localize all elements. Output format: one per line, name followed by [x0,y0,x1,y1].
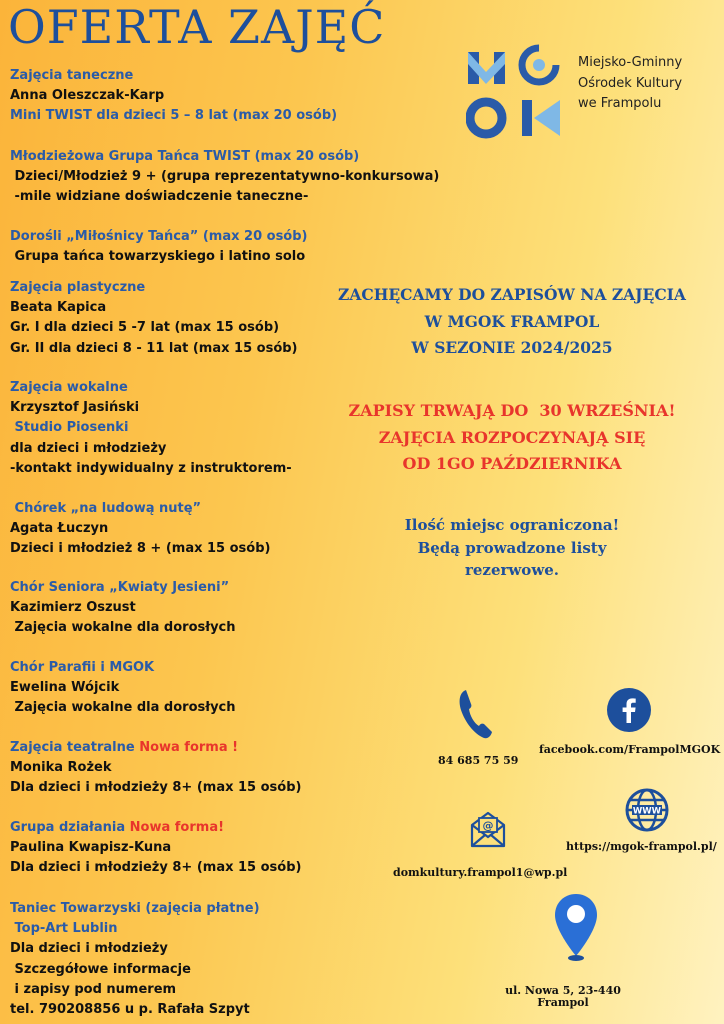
email-icon [468,808,508,848]
class-line: Dzieci i młodzież 8 + (max 15 osób) [10,541,271,557]
class-line: Monika Rożek [10,760,112,776]
class-line: Zajęcia wokalne dla dorosłych [10,620,236,636]
mgok-logo [466,40,566,142]
class-heading [10,818,301,838]
promo-line: ZAJĘCIA ROZPOCZYNAJĄ SIĘ [378,427,646,447]
class-line: Mini TWIST dla dzieci 5 – 8 lat (max 20 osób) [10,108,338,124]
promo-line: ZAPISY TRWAJĄ DO 30 WRZEŚNIA! [348,401,676,420]
logo-line: we Frampolu [578,96,662,111]
class-line: Dzieci/Młodzież 9 + (grupa reprezentatywno-konkursowa) [10,169,440,185]
email-link[interactable]: domkultury.frampol1@wp.pl [393,866,568,879]
class-line: dla dzieci i młodzieży [10,440,167,456]
page-title: OFERTA ZAJĘĆ [8,0,386,54]
class-line: Krzysztof Jasiński [10,400,140,416]
class-line: Zajęcia wokalne dla dorosłych [10,700,236,716]
class-action-group [10,818,301,879]
logo-text [578,53,682,115]
class-line: Agata Łuczyn [10,521,109,537]
promo-line: Ilość miejsc ograniczona! [404,516,620,534]
class-line: i zapisy pod numerem [10,981,177,997]
class-line: -kontakt indywidualny z instruktorem- [10,460,292,476]
phone-number[interactable]: 84 685 75 59 [438,754,519,767]
promo-invite [300,282,724,362]
class-heading: Dorośli „Miłośnicy Tańca” (max 20 osób) [10,229,308,244]
class-heading: Chór Seniora „Kwiaty Jesieni” [10,580,230,595]
class-line: Kazimierz Oszust [10,600,136,616]
promo-line: OD 1GO PAŹDZIERNIKA [402,454,622,473]
phone-icon [458,688,494,740]
class-heading: Zajęcia taneczne [10,68,134,83]
class-line: Beata Kapica [10,300,107,316]
class-line: Top-Art Lublin [10,921,118,937]
class-line: Ewelina Wójcik [10,680,120,696]
class-heading [10,738,301,758]
promo-line: W MGOK FRAMPOL [424,311,600,331]
location-pin-icon [553,892,599,966]
class-line: Gr. I dla dzieci 5 -7 lat (max 15 osób) [10,320,280,336]
address-line: Frampol [537,996,589,1009]
class-line: -mile widziane doświadczenie taneczne- [10,189,309,205]
class-heading: Chórek „na ludową nutę” [10,501,202,516]
class-senior-choir [10,578,236,639]
class-heading: Zajęcia plastyczne [10,280,146,295]
class-heading: Taniec Towarzyski (zajęcia płatne) [10,901,260,916]
new-badge: Nowa forma! [129,820,225,835]
class-line: Dla dzieci i młodzieży 8+ (max 15 osób) [10,860,302,876]
class-line: Studio Piosenki [10,420,129,436]
class-line: Szczegółowe informacje [10,961,191,977]
class-adults [10,227,308,267]
promo-line: Będą prowadzone listy [417,538,607,557]
class-ballroom [10,899,260,1020]
class-dance [10,66,337,127]
class-line: Paulina Kwapisz-Kuna [10,840,172,856]
class-theatre [10,738,301,799]
facebook-link[interactable]: facebook.com/FrampolMGOK [539,743,721,756]
promo-dates [300,398,724,478]
class-heading: Chór Parafii i MGOK [10,660,155,675]
class-heading: Młodzieżowa Grupa Tańca TWIST (max 20 osób) [10,149,360,164]
svg-text:WWW: WWW [632,806,662,817]
logo-line: Ośrodek Kultury [578,75,683,91]
class-parish-choir [10,658,236,719]
promo-line: W SEZONIE 2024/2025 [411,338,613,357]
promo-note [300,514,724,582]
class-line: Grupa tańca towarzyskiego i latino solo [10,249,306,265]
logo-line: Miejsko-Gminny [578,55,683,70]
class-folk-choir [10,499,270,560]
svg-text:@: @ [482,819,494,832]
class-twist [10,147,439,208]
class-heading-text: Grupa działania [10,820,130,835]
address [503,985,623,1009]
class-line: tel. 790208856 u p. Rafała Szpyt [10,1002,250,1018]
website-link[interactable]: https://mgok-frampol.pl/ [566,840,717,853]
class-art [10,278,298,359]
class-line: Gr. II dla dzieci 8 - 11 lat (max 15 osób) [10,340,298,356]
class-heading: Zajęcia wokalne [10,380,128,395]
address-line: ul. Nowa 5, 23-440 [505,984,621,997]
class-vocal [10,378,292,479]
globe-icon [624,787,670,833]
class-line: Anna Oleszczak-Karp [10,88,165,104]
promo-line: ZACHĘCAMY DO ZAPISÓW NA ZAJĘCIA [338,285,686,304]
class-heading-text: Zajęcia teatralne [10,740,140,755]
class-line: Dla dzieci i młodzieży [10,941,168,957]
new-badge: Nowa forma ! [139,740,239,755]
class-line: Dla dzieci i młodzieży 8+ (max 15 osób) [10,780,302,796]
facebook-icon[interactable] [607,688,651,732]
promo-line: rezerwowe. [464,561,559,579]
